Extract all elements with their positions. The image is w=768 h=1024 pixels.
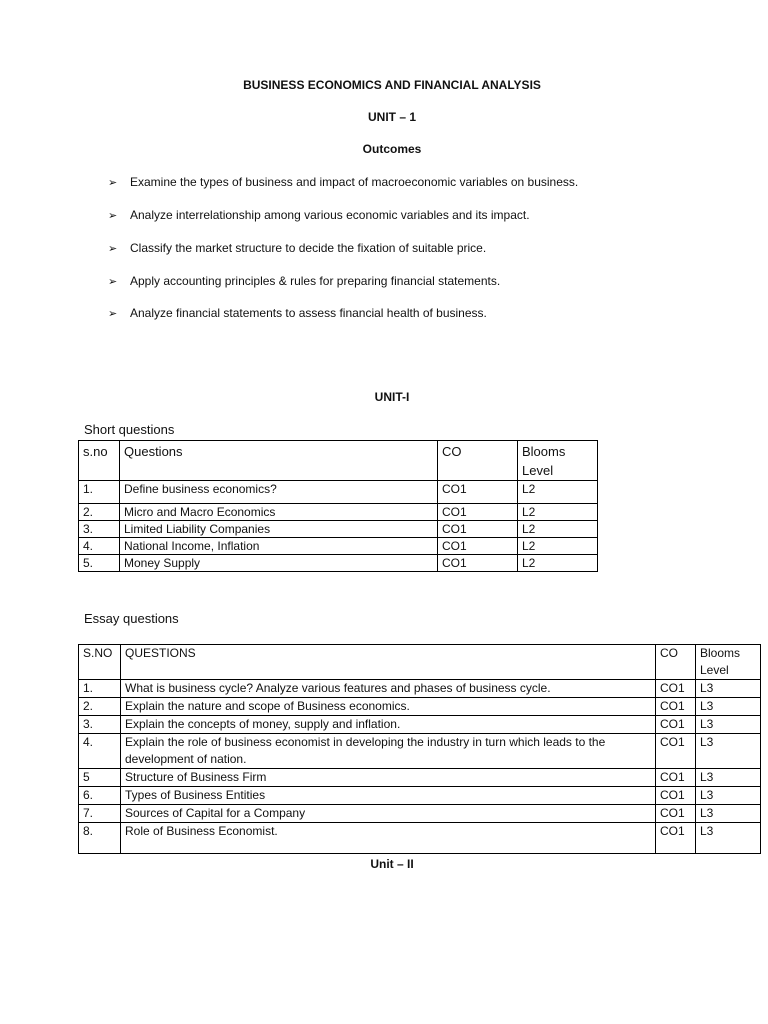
unit-ii-heading: Unit – II	[370, 857, 414, 871]
cell-question: What is business cycle? Analyze various features and phases of business cycle.	[121, 680, 656, 698]
cell-sno: 3.	[79, 521, 120, 538]
outcome-item	[108, 208, 530, 222]
cell-level: L3	[696, 823, 761, 854]
outcomes-heading: Outcomes	[362, 142, 422, 156]
cell-level: L3	[696, 680, 761, 698]
column-header-blooms-level: Blooms Level	[696, 645, 761, 680]
cell-co: CO1	[438, 481, 518, 504]
cell-question: National Income, Inflation	[120, 538, 438, 555]
table-header-row	[79, 645, 761, 680]
cell-question: Explain the nature and scope of Business economics.	[121, 698, 656, 716]
essay-questions-table	[78, 644, 761, 854]
cell-co: CO1	[438, 504, 518, 521]
cell-sno: 2.	[79, 698, 121, 716]
cell-co: CO1	[438, 521, 518, 538]
cell-sno: 3.	[79, 716, 121, 734]
table-row	[79, 716, 761, 734]
column-header-blooms-level: Blooms Level	[518, 441, 598, 481]
arrow-bullet-icon: ➢	[108, 308, 118, 320]
cell-question: Money Supply	[120, 555, 438, 572]
document-title: BUSINESS ECONOMICS AND FINANCIAL ANALYSIS	[243, 78, 541, 92]
cell-co: CO1	[656, 787, 696, 805]
cell-co: CO1	[656, 734, 696, 769]
cell-sno: 5.	[79, 555, 120, 572]
table-row	[79, 555, 598, 572]
cell-question: Limited Liability Companies	[120, 521, 438, 538]
table-row	[79, 538, 598, 555]
cell-level: L3	[696, 734, 761, 769]
cell-co: CO1	[656, 716, 696, 734]
table-row	[79, 769, 761, 787]
unit-heading: UNIT – 1	[367, 110, 416, 124]
cell-level: L3	[696, 716, 761, 734]
cell-level: L3	[696, 769, 761, 787]
essay-questions-label: Essay questions	[84, 611, 179, 626]
cell-co: CO1	[438, 538, 518, 555]
cell-sno: 7.	[79, 805, 121, 823]
table-row	[79, 805, 761, 823]
short-questions-label: Short questions	[84, 422, 175, 437]
unit-i-heading: UNIT-I	[374, 390, 410, 404]
outcome-text: Analyze financial statements to assess financial health of business.	[130, 306, 487, 320]
outcome-item	[108, 175, 578, 189]
cell-level: L2	[518, 504, 598, 521]
cell-sno: 8.	[79, 823, 121, 854]
table-row	[79, 680, 761, 698]
outcome-text: Examine the types of business and impact of macroeconomic variables on business.	[130, 175, 579, 189]
table-row	[79, 504, 598, 521]
cell-level: L2	[518, 555, 598, 572]
outcome-item	[108, 241, 486, 255]
cell-co: CO1	[656, 805, 696, 823]
cell-co: CO1	[656, 680, 696, 698]
arrow-bullet-icon: ➢	[108, 210, 118, 222]
cell-sno: 4.	[79, 734, 121, 769]
outcome-item	[108, 274, 500, 288]
cell-question: Micro and Macro Economics	[120, 504, 438, 521]
column-header-co: CO	[656, 645, 696, 680]
cell-level: L2	[518, 538, 598, 555]
table-row	[79, 521, 598, 538]
column-header-sno: s.no	[79, 441, 120, 481]
outcome-text: Apply accounting principles & rules for preparing financial statements.	[130, 274, 501, 288]
outcome-text: Analyze interrelationship among various economic variables and its impact.	[130, 208, 530, 222]
cell-co: CO1	[656, 698, 696, 716]
short-questions-table	[78, 440, 598, 572]
cell-sno: 5	[79, 769, 121, 787]
cell-co: CO1	[656, 823, 696, 854]
cell-question: Explain the concepts of money, supply and inflation.	[121, 716, 656, 734]
outcome-text: Classify the market structure to decide the fixation of suitable price.	[130, 241, 487, 255]
arrow-bullet-icon: ➢	[108, 276, 118, 288]
column-header-questions: Questions	[120, 441, 438, 481]
cell-level: L3	[696, 698, 761, 716]
cell-question: Role of Business Economist.	[121, 823, 656, 854]
cell-level: L2	[518, 521, 598, 538]
cell-question: Explain the role of business economist in developing the industry in turn which leads to the development of nation.	[121, 734, 656, 769]
table-header-row	[79, 441, 598, 481]
cell-question: Types of Business Entities	[121, 787, 656, 805]
arrow-bullet-icon: ➢	[108, 177, 118, 189]
table-row	[79, 734, 761, 769]
column-header-questions: QUESTIONS	[121, 645, 656, 680]
cell-sno: 4.	[79, 538, 120, 555]
table-row	[79, 481, 598, 504]
table-row	[79, 698, 761, 716]
table-row	[79, 823, 761, 854]
cell-sno: 1.	[79, 680, 121, 698]
cell-question: Define business economics?	[120, 481, 438, 504]
cell-sno: 2.	[79, 504, 120, 521]
column-header-sno: S.NO	[79, 645, 121, 680]
cell-level: L2	[518, 481, 598, 504]
outcome-item	[108, 306, 487, 320]
cell-sno: 1.	[79, 481, 120, 504]
cell-co: CO1	[438, 555, 518, 572]
cell-level: L3	[696, 805, 761, 823]
cell-level: L3	[696, 787, 761, 805]
cell-question: Sources of Capital for a Company	[121, 805, 656, 823]
cell-question: Structure of Business Firm	[121, 769, 656, 787]
cell-co: CO1	[656, 769, 696, 787]
column-header-co: CO	[438, 441, 518, 481]
cell-sno: 6.	[79, 787, 121, 805]
arrow-bullet-icon: ➢	[108, 243, 118, 255]
table-row	[79, 787, 761, 805]
